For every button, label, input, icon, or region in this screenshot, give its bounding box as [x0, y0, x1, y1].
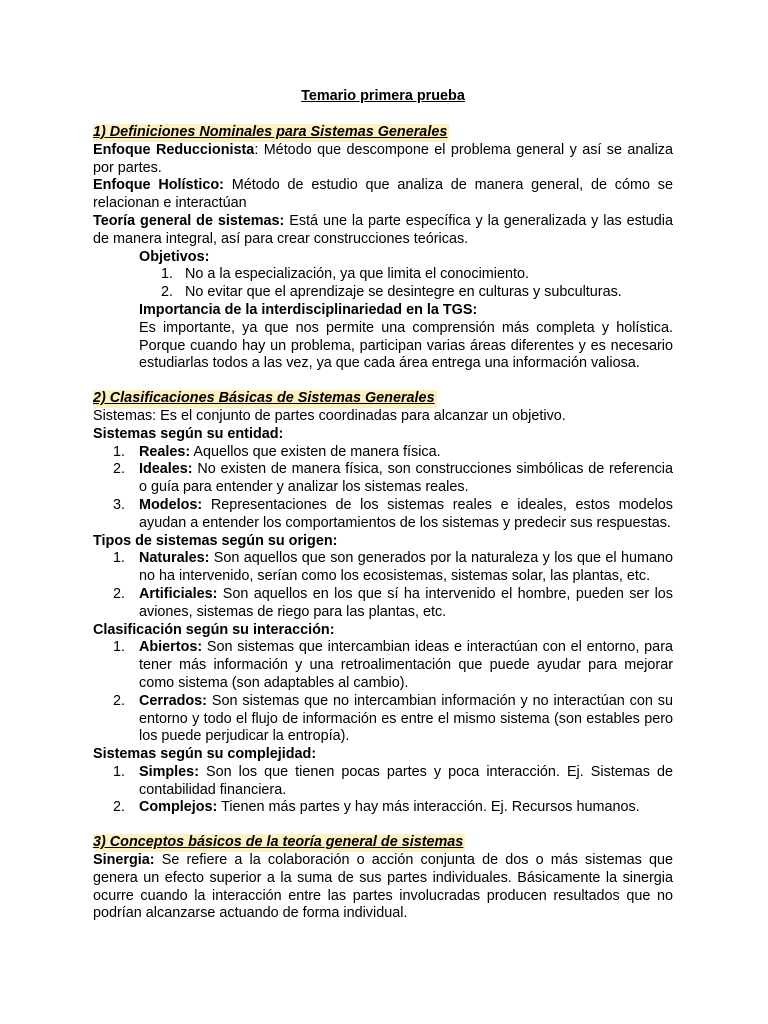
list-item: 2. Complejos: Tienen más partes y hay más interacción. Ej. Recursos humanos. [113, 799, 640, 816]
interaccion-label: Clasificación según su interacción: [93, 621, 335, 638]
paragraph-enfoque-reduccionista: Enfoque Reduccionista: Método que descompone el problema general y así se analiza por partes. [93, 141, 673, 176]
list-item: 1. No a la especialización, ya que limita el conocimiento. [161, 266, 529, 283]
interaccion-list [93, 639, 673, 746]
document-title: Temario primera prueba [301, 88, 465, 104]
list-item: 2. Ideales: No existen de manera física, son construcciones simbólicas de referencia o guía para entender y analizar los sistemas reales. [113, 461, 673, 496]
list-item: 2. Cerrados: Son sistemas que no intercambian información y no interactúan con su entorno y todo el flujo de información es entre el mismo sistema (son estables pero los puede perjudicar la entropía). [113, 692, 673, 745]
list-item: 1. Naturales: Son aquellos que son generados por la naturaleza y los que el humano no ha intervenido, serían como los ecosistemas, sistemas solar, las plantas, etc. [113, 550, 673, 585]
objetivos-list [93, 266, 673, 302]
importancia-label: Importancia de la interdisciplinariedad en la TGS: [139, 301, 478, 318]
document-content [93, 88, 673, 923]
origen-list [93, 550, 673, 621]
list-item: 1. Reales: Aquellos que existen de manera física. [113, 443, 441, 460]
complejidad-label: Sistemas según su complejidad: [93, 746, 317, 763]
complejidad-list [93, 764, 673, 817]
objetivos-label: Objetivos: [139, 248, 210, 265]
list-item: 3. Modelos: Representaciones de los sistemas reales e ideales, estos modelos ayudan a entender los comportamientos de los sistemas y predecir sus respuestas. [113, 496, 673, 531]
origen-label: Tipos de sistemas según su origen: [93, 532, 338, 549]
list-item: 2. Artificiales: Son aquellos en los que sí ha intervenido el hombre, pueden ser los aviones, sistemas de riego para las plantas, etc. [113, 585, 673, 620]
section-1-heading: 1) Definiciones Nominales para Sistemas Generales [93, 124, 448, 140]
entidad-list [93, 444, 673, 533]
list-item: 1. Abiertos: Son sistemas que intercambian ideas e interactúan con el entorno, para tener más información y una retroalimentación que puede ayudar para mejorar como sistema (son adaptables al cambio). [113, 639, 673, 691]
paragraph-teoria-general: Teoría general de sistemas: Está une la parte específica y la generalizada y las estudia de manera integral, así para crear construcciones teóricas. [93, 212, 673, 247]
paragraph-sinergia: Sinergia: Se refiere a la colaboración o acción conjunta de dos o más sistemas que genera un efecto superior a la suma de sus partes individuales. Básicamente la sinergia ocurre cuando la interacción entre las partes involucradas producen resultados que no podrían alcanzarse actuando de forma individual. [93, 852, 673, 922]
list-item: 1. Simples: Son los que tienen pocas partes y poca interacción. Ej. Sistemas de contabilidad financiera. [113, 763, 673, 798]
section-2-heading: 2) Clasificaciones Básicas de Sistemas Generales [93, 390, 435, 407]
paragraph-enfoque-holistico: Enfoque Holístico: Método de estudio que analiza de manera general, de cómo se relacionan e interactúan [93, 177, 673, 212]
importancia-text: Es importante, ya que nos permite una comprensión más completa y holística. Porque cuando hay un problema, participan varias áreas diferentes y es necesario estudiarlas todos a las vez, ya que cada área entrega una información valiosa. [139, 319, 673, 372]
section-3-heading: 3) Conceptos básicos de la teoría general de sistemas [93, 834, 464, 851]
sistemas-intro: Sistemas: Es el conjunto de partes coordinadas para alcanzar un objetivo. [93, 407, 566, 424]
list-item: 2. No evitar que el aprendizaje se desintegre en culturas y subculturas. [161, 284, 622, 301]
entidad-label: Sistemas según su entidad: [93, 425, 284, 442]
